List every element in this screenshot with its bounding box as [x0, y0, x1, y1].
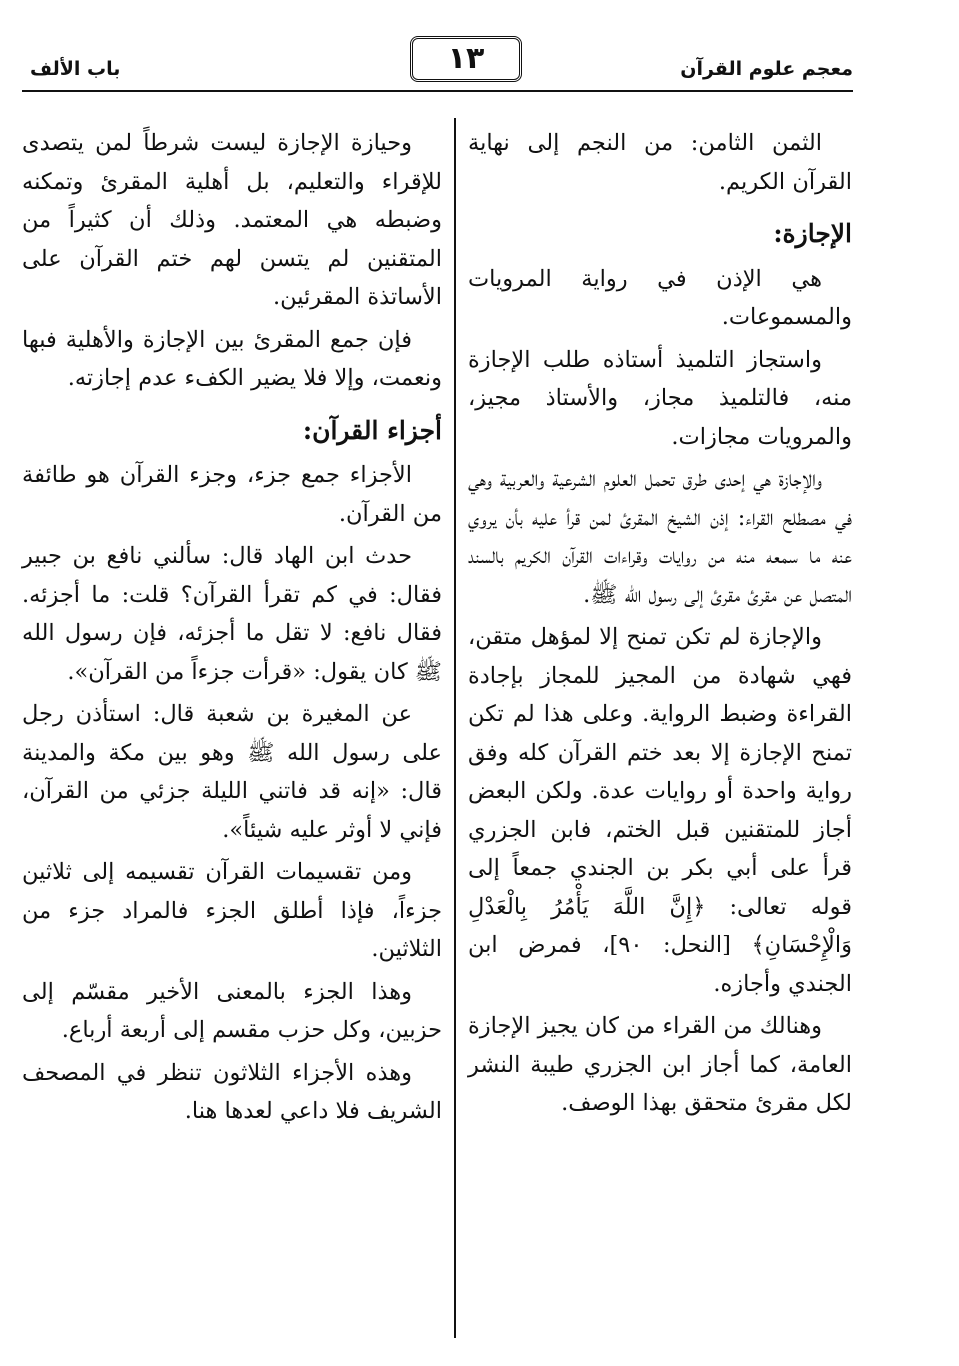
left-column: [22, 124, 442, 1135]
paragraph: فإن جمع المقرئ بين الإجازة والأهلية فبها ونعمت، وإلا فلا يضير الكفء عدم إجازته.: [22, 326, 442, 391]
paragraph: وهنالك من القراء من كان يجيز الإجازة العامة، كما أجاز ابن الجزري طيبة النشر لكل مقرئ متحقق بهذا الوصف.: [468, 1013, 852, 1116]
paragraph: والإجازة لم تكن تمنح إلا لمؤهل متقن، فهي شهادة من المجيز للمجاز بإجادة القراءة وضبط الرواية. وعلى هذا لم تكن تمنح الإجازة إلا بعد ختم القرآن كله وفق رواية واحدة أو روايات عدة. ولكن البعض أجاز للمتقنين قبل الختم، فابن الجزري قرأ على أبي بكر بن الجندي جمعاً إلى قوله تعالى: ﴿إِنَّ اللَّهَ يَأْمُرُ بِالْعَدْلِ وَالْإِحْسَانِ﴾ [النحل: ٩٠]، فمرض ابن الجندي وأجازه.: [468, 624, 852, 997]
paragraph: عن المغيرة بن شعبة قال: استأذن رجل على رسول الله ﷺ وهو بين مكة والمدينة قال: «إنه قد فاتني الليلة جزئي من القرآن، فإني لا أوثر عليه شيئاً».: [22, 701, 442, 843]
paragraph: حدث ابن الهاد قال: سألني نافع بن جبير فقال: في كم تقرأ القرآن؟ قلت: ما أجزئه. فقال نافع: لا تقل ما أجزئه، فإن رسول الله ﷺ كان يقول: «قرأت جزءاً من القرآن».: [22, 543, 442, 685]
paragraph: وهذه الأجزاء الثلاثون تنظر في المصحف الشريف فلا داعي لعدها هنا.: [22, 1059, 442, 1124]
paragraph: والإجازة هي إحدى طرق تحمل العلوم الشرعية والعربية وهي في مصطلح القراء: إذن الشيخ المقرئ لمن قرأ عليه بأن يروي عنه ما سمعه منه من روايات وقراءات القرآن الكريم بالسند المتصل عن مقرئ مقرئ إلى رسول الله ﷺ.: [468, 466, 852, 608]
paragraph: واستجاز التلميذ أستاذه طلب الإجازة منه، فالتلميذ مجاز، والأستاذ مجيز، والمرويات مجازات.: [468, 346, 852, 450]
section-heading: أجزاء القرآن:: [302, 415, 442, 445]
book-title: معجم علوم القرآن: [680, 58, 853, 80]
column-divider: [454, 118, 456, 1338]
paragraph: وحيازة الإجازة ليست شرطاً لمن يتصدى للإقراء والتعليم، بل أهلية المقرئ وتمكنه وضبطه هي المعتمد. وذلك أن كثيراً من المتقنين لم يتسن لهم ختم القرآن على الأساتذة المقرئين.: [22, 130, 442, 310]
paragraph: الثمن الثامن: من النجم إلى نهاية القرآن الكريم.: [468, 130, 852, 195]
section-heading: الإجازة:: [773, 219, 852, 248]
right-column: [468, 124, 852, 1127]
paragraph: ومن تقسيمات القرآن تقسيمه إلى ثلاثين جزءاً، فإذا أطلق الجزء فالمراد جزء من الثلاثين.: [22, 859, 442, 962]
page-number: ١٣: [410, 36, 522, 82]
chapter-title: باب الألف: [30, 58, 121, 80]
header-rule: [22, 90, 853, 92]
paragraph: الأجزاء جمع جزء، وجزء القرآن هو طائفة من القرآن.: [22, 462, 442, 527]
page-header: [22, 30, 853, 92]
paragraph: هي الإذن في رواية المرويات والمسموعات.: [468, 265, 852, 330]
paragraph: وهذا الجزء بالمعنى الأخير مقسّم إلى حزبين، وكل حزب مقسم إلى أربعة أرباع.: [22, 978, 442, 1043]
